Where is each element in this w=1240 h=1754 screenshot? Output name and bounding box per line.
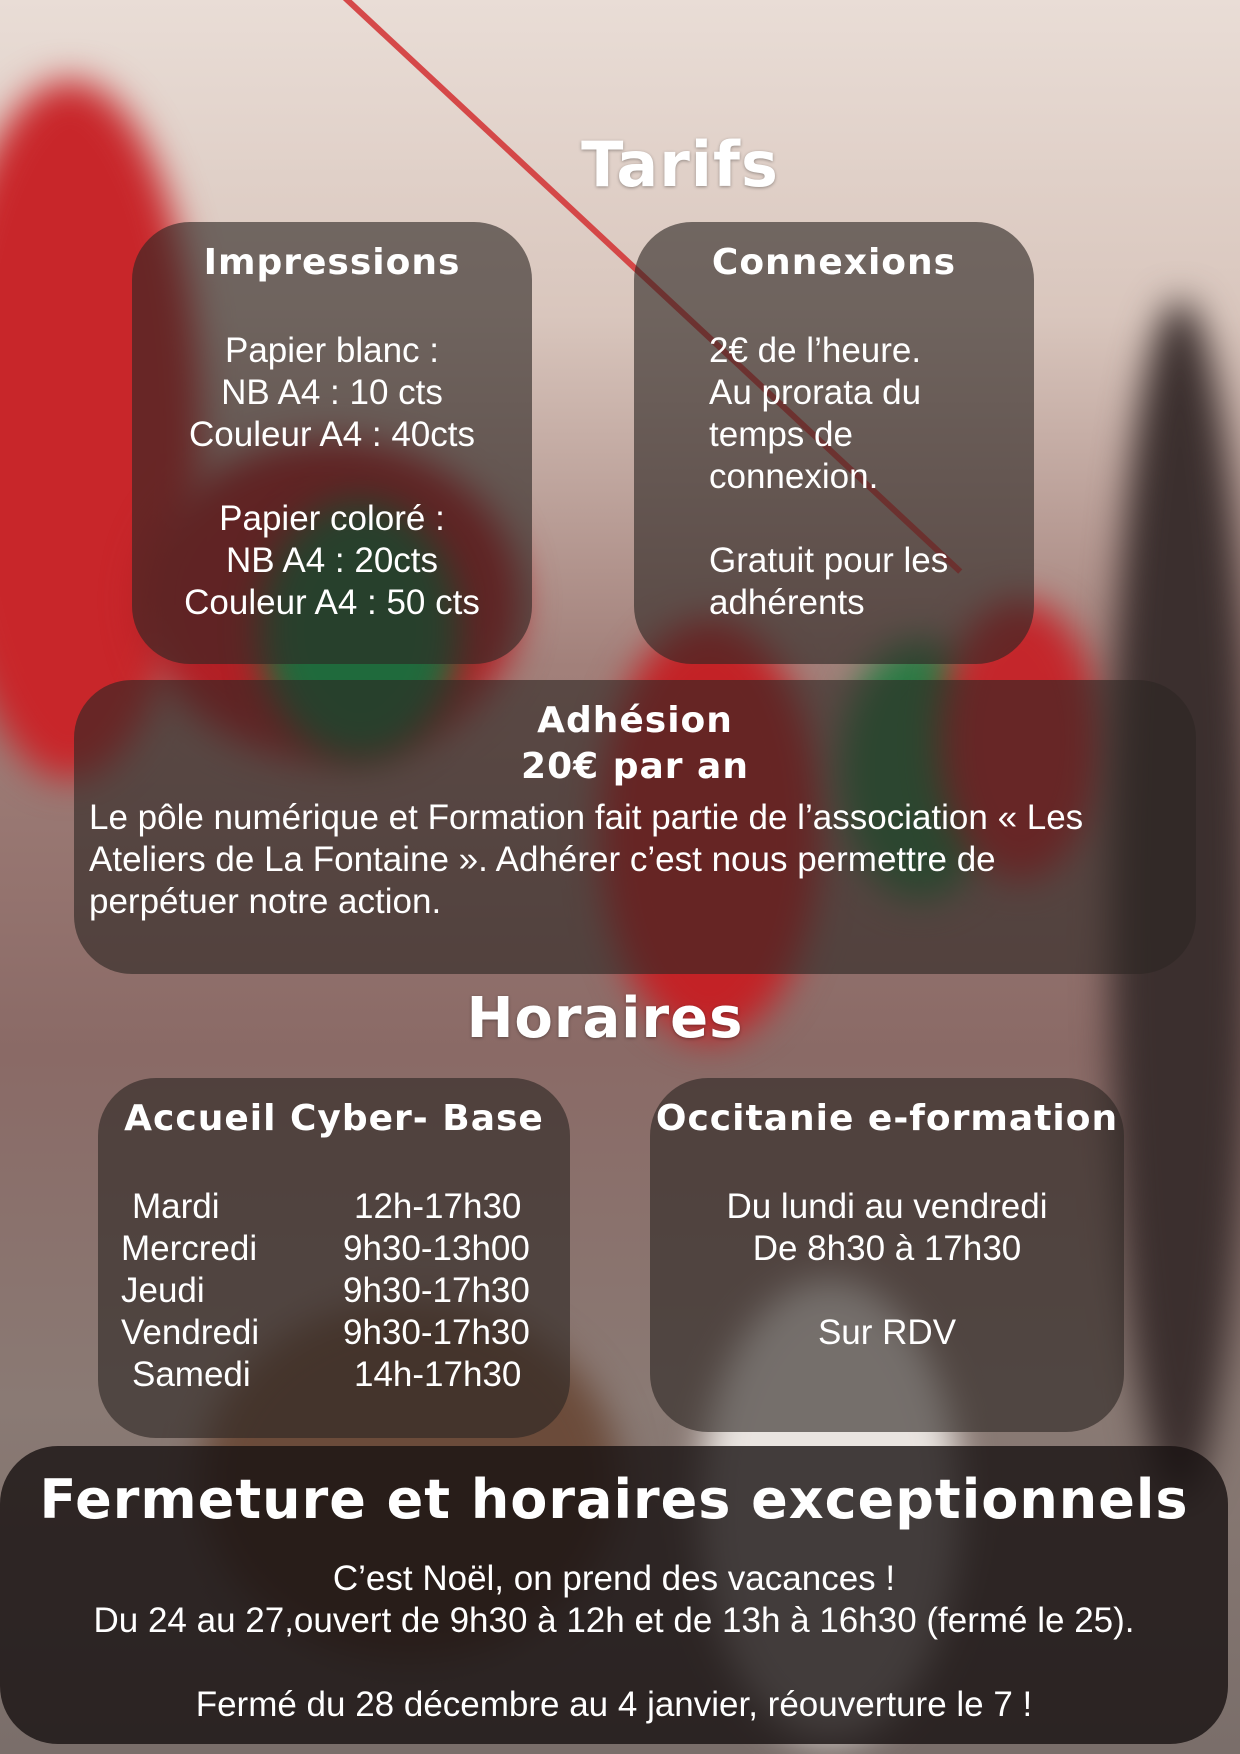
cyberbase-panel <box>98 1078 570 1438</box>
impressions-panel <box>132 222 532 664</box>
cyberbase-day: Mardi <box>132 1187 220 1226</box>
occitanie-panel <box>650 1078 1124 1432</box>
occitanie-line: Sur RDV <box>817 1313 957 1352</box>
cyberbase-title: Accueil Cyber- Base <box>124 1098 544 1139</box>
tarifs-heading: Tarifs <box>581 128 779 201</box>
fermeture-line: Fermé du 28 décembre au 4 janvier, réouverture le 7 ! <box>195 1685 1033 1724</box>
connexions-line: connexion. <box>709 457 879 496</box>
cyberbase-day: Vendredi <box>121 1313 260 1352</box>
cyberbase-hours: 12h-17h30 <box>354 1187 522 1226</box>
cyberbase-hours: 14h-17h30 <box>354 1355 522 1394</box>
cyberbase-hours: 9h30-17h30 <box>343 1271 530 1310</box>
connexions-title: Connexions <box>711 242 957 283</box>
impressions-line: NB A4 : 20cts <box>225 541 439 580</box>
occitanie-title: Occitanie e-formation <box>655 1098 1119 1139</box>
cyberbase-day: Jeudi <box>121 1271 205 1310</box>
adhesion-text-line: Le pôle numérique et Formation fait partie de l’association « Les <box>89 798 1084 837</box>
cyberbase-hours: 9h30-13h00 <box>343 1229 530 1268</box>
adhesion-text-line: Ateliers de La Fontaine ». Adhérer c’est nous permettre de <box>89 840 996 879</box>
connexions-line: 2€ de l’heure. <box>709 331 922 370</box>
impressions-title: Impressions <box>203 242 461 283</box>
impressions-line: NB A4 : 10 cts <box>221 373 443 412</box>
connexions-line: Gratuit pour les <box>709 541 949 580</box>
cyberbase-day: Samedi <box>132 1355 251 1394</box>
adhesion-panel <box>74 680 1196 974</box>
horaires-heading: Horaires <box>466 986 744 1051</box>
connexions-line: temps de <box>709 415 853 454</box>
fermeture-panel <box>0 1446 1228 1744</box>
adhesion-text-line: perpétuer notre action. <box>89 882 442 921</box>
fermeture-line: Du 24 au 27,ouvert de 9h30 à 12h et de 13h à 16h30 (fermé le 25). <box>93 1601 1135 1640</box>
impressions-line: Papier coloré : <box>219 499 445 538</box>
connexions-panel <box>634 222 1034 664</box>
cyberbase-day: Mercredi <box>121 1229 258 1268</box>
occitanie-line: Du lundi au vendredi <box>726 1187 1048 1226</box>
connexions-line: adhérents <box>709 583 865 622</box>
adhesion-price: 20€ par an <box>521 746 749 787</box>
occitanie-line: De 8h30 à 17h30 <box>752 1229 1022 1268</box>
adhesion-title: Adhésion <box>537 700 733 741</box>
impressions-line: Couleur A4 : 50 cts <box>184 583 480 622</box>
cyberbase-hours: 9h30-17h30 <box>343 1313 530 1352</box>
connexions-line: Au prorata du <box>709 373 922 412</box>
fermeture-title: Fermeture et horaires exceptionnels <box>39 1468 1189 1531</box>
fermeture-line: C’est Noël, on prend des vacances ! <box>332 1559 896 1598</box>
impressions-line: Papier blanc : <box>224 331 440 370</box>
impressions-line: Couleur A4 : 40cts <box>189 415 475 454</box>
